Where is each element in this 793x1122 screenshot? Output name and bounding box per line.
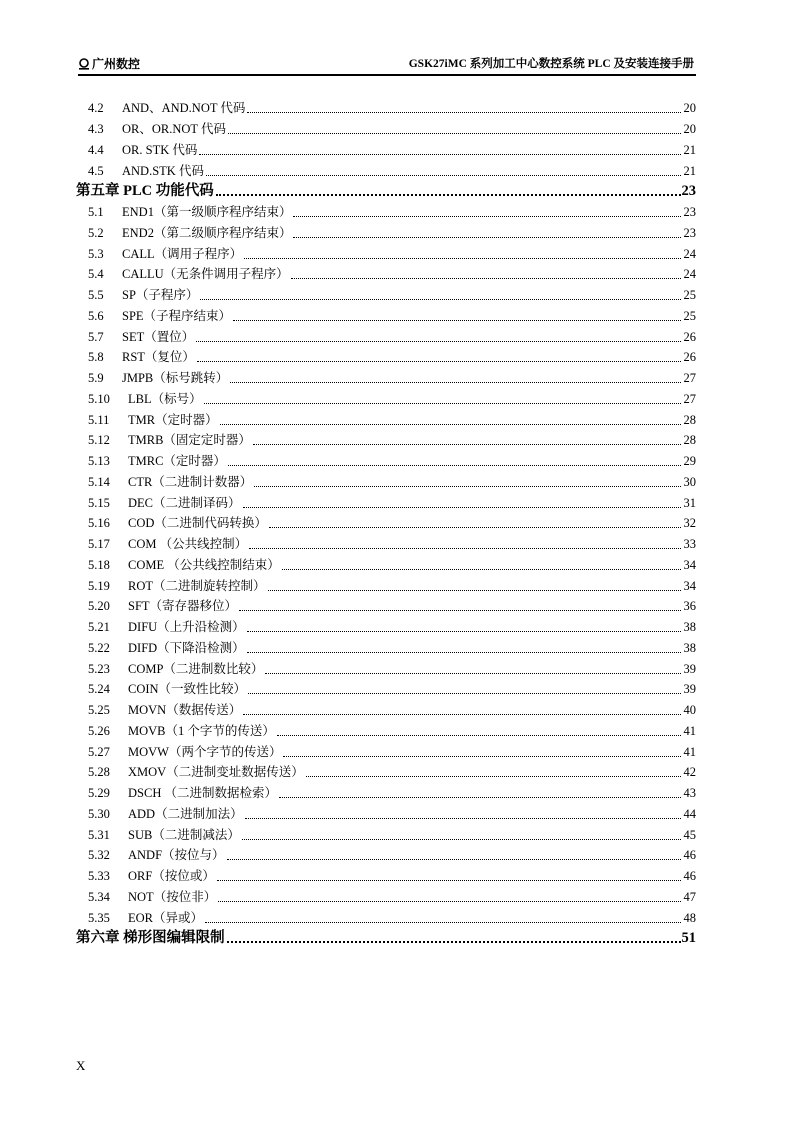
dot-leader: [293, 237, 681, 238]
toc-entry-page: 20: [683, 101, 696, 116]
dot-leader: [243, 714, 681, 715]
toc-entry-title: TMR（定时器）: [128, 412, 218, 427]
toc-entry-number: 5.2: [88, 225, 104, 240]
dot-leader: [239, 610, 681, 611]
toc-entry-title: COMP（二进制数比较）: [128, 661, 264, 676]
toc-entry[interactable]: [76, 594, 696, 615]
toc-entry[interactable]: [76, 843, 696, 864]
toc-entry[interactable]: [76, 324, 696, 345]
toc-entry[interactable]: [76, 739, 696, 760]
toc-entry-page: 41: [683, 744, 696, 759]
dot-leader: [199, 154, 681, 155]
company-logo: [78, 56, 140, 72]
toc-entry-number: 5.13: [88, 454, 110, 469]
toc-entry-title: ROT（二进制旋转控制）: [128, 578, 266, 593]
toc-entry-number: 5.5: [88, 288, 104, 303]
dot-leader: [249, 548, 681, 549]
toc-entry-title: EOR（异或）: [128, 910, 204, 925]
toc-entry-number: 5.25: [88, 703, 110, 718]
toc-entry-title: ANDF（按位与）: [128, 848, 225, 863]
toc-entry-page: 30: [683, 474, 696, 489]
toc-entry-page: 28: [683, 433, 696, 448]
dot-leader: [244, 258, 681, 259]
toc-entry-number: 4.5: [88, 163, 104, 178]
toc-entry-page: 27: [683, 391, 696, 406]
toc-entry-page: 38: [683, 640, 696, 655]
toc-entry-page: 39: [683, 682, 696, 697]
toc-entry-title: COM （公共线控制）: [128, 537, 248, 552]
toc-entry-title: END1（第一级顺序程序结束）: [122, 205, 292, 220]
gsk-logo-icon: [78, 58, 90, 70]
toc-entry-title: DEC（二进制译码）: [128, 495, 241, 510]
toc-entry[interactable]: [76, 407, 696, 428]
toc-entry-title: AND、AND.NOT 代码: [122, 101, 246, 116]
page-header: [78, 56, 696, 76]
toc-entry[interactable]: [76, 199, 696, 220]
toc-entry[interactable]: [76, 365, 696, 386]
toc-entry-number: 5.33: [88, 869, 110, 884]
toc-entry-page: 26: [683, 350, 696, 365]
toc-entry-page: 21: [683, 163, 696, 178]
toc-entry-page: 51: [681, 929, 696, 946]
dot-leader: [228, 133, 681, 134]
toc-entry[interactable]: [76, 531, 696, 552]
toc-entry-title: TMRB（固定定时器）: [128, 433, 251, 448]
toc-entry[interactable]: [76, 635, 696, 656]
toc-entry[interactable]: [76, 345, 696, 366]
toc-entry-title: COME （公共线控制结束）: [128, 557, 280, 572]
dot-leader: [293, 216, 681, 217]
dot-leader: [218, 901, 681, 902]
toc-entry-number: 5.6: [88, 308, 104, 323]
toc-entry-title: NOT（按位非）: [128, 889, 217, 904]
toc-entry-number: 5.32: [88, 848, 110, 863]
toc-entry-page: 44: [683, 806, 696, 821]
toc-entry[interactable]: [76, 490, 696, 511]
toc-entry-number: 5.19: [88, 578, 110, 593]
toc-entry-title: RST（复位）: [122, 350, 195, 365]
dot-leader: [206, 175, 681, 176]
toc-entry-page: 24: [683, 267, 696, 282]
toc-entry-number: 5.7: [88, 329, 104, 344]
toc-entry-title: 第五章 PLC 功能代码: [76, 182, 214, 199]
toc-entry-page: 24: [683, 246, 696, 261]
dot-leader: [291, 278, 681, 279]
toc-entry-title: END2（第二级顺序程序结束）: [122, 225, 292, 240]
toc-entry-page: 31: [683, 495, 696, 510]
toc-entry-number: 5.10: [88, 391, 110, 406]
toc-entry-number: 5.1: [88, 205, 104, 220]
toc-entry[interactable]: [76, 801, 696, 822]
toc-entry-number: 4.4: [88, 142, 104, 157]
dot-leader: [227, 941, 681, 943]
dot-leader: [205, 922, 681, 923]
dot-leader: [204, 403, 681, 404]
toc-entry-number: 5.16: [88, 516, 110, 531]
toc-entry-title: SET（置位）: [122, 329, 195, 344]
toc-entry-number: 5.15: [88, 495, 110, 510]
toc-entry-page: 33: [683, 537, 696, 552]
toc-entry-page: 23: [681, 182, 696, 199]
toc-entry-number: 5.35: [88, 910, 110, 925]
toc-entry-number: 4.2: [88, 101, 104, 116]
dot-leader: [265, 673, 681, 674]
dot-leader: [254, 486, 681, 487]
toc-entry-title: JMPB（标号跳转）: [122, 371, 229, 386]
toc-entry[interactable]: [76, 884, 696, 905]
dot-leader: [220, 424, 681, 425]
toc-entry-number: 5.8: [88, 350, 104, 365]
toc-entry-title: SFT（寄存器移位）: [128, 599, 238, 614]
toc-entry-title: CTR（二进制计数器）: [128, 474, 253, 489]
toc-entry-page: 32: [683, 516, 696, 531]
toc-entry-title: OR、OR.NOT 代码: [122, 122, 226, 137]
toc-entry-title: SPE（子程序结束）: [122, 308, 232, 323]
dot-leader: [247, 631, 681, 632]
toc-entry-number: 5.29: [88, 786, 110, 801]
toc-entry-page: 34: [683, 578, 696, 593]
dot-leader: [233, 320, 681, 321]
dot-leader: [243, 507, 681, 508]
toc-entry[interactable]: [76, 262, 696, 283]
toc-entry[interactable]: [76, 573, 696, 594]
toc-entry-page: 46: [683, 848, 696, 863]
toc-entry-number: 5.14: [88, 474, 110, 489]
toc-entry-title: DSCH （二进制数据检索）: [128, 786, 277, 801]
dot-leader: [306, 776, 681, 777]
toc-entry-page: 47: [683, 889, 696, 904]
toc-entry[interactable]: [76, 511, 696, 532]
toc-entry-number: 5.20: [88, 599, 110, 614]
toc-entry[interactable]: [76, 905, 696, 926]
toc-entry-page: 43: [683, 786, 696, 801]
toc-entry-number: 5.11: [88, 412, 110, 427]
toc-entry-page: 34: [683, 557, 696, 572]
manual-title: GSK27iMC 系列加工中心数控系统 PLC 及安装连接手册: [408, 58, 694, 70]
logo-text: 广州数控: [92, 57, 141, 71]
toc-entry-number: 5.27: [88, 744, 110, 759]
toc-entry[interactable]: [76, 303, 696, 324]
toc-entry-number: 5.24: [88, 682, 110, 697]
toc-entry[interactable]: [76, 282, 696, 303]
toc-entry-title: SUB（二进制减法）: [128, 827, 240, 842]
toc-entry-page: 36: [683, 599, 696, 614]
dot-leader: [279, 797, 681, 798]
toc-entry[interactable]: [76, 137, 696, 158]
toc-entry-page: 41: [683, 723, 696, 738]
toc-entry-title: LBL（标号）: [128, 391, 202, 406]
dot-leader: [227, 859, 681, 860]
dot-leader: [245, 818, 681, 819]
toc-entry-number: 5.22: [88, 640, 110, 655]
toc-entry-title: DIFU（上升沿检测）: [128, 620, 245, 635]
toc-entry[interactable]: [76, 718, 696, 739]
toc-entry-page: 48: [683, 910, 696, 925]
toc-entry-title: MOVN（数据传送）: [128, 703, 242, 718]
dot-leader: [248, 693, 681, 694]
toc-entry[interactable]: [76, 863, 696, 884]
toc-entry-title: DIFD（下降沿检测）: [128, 640, 245, 655]
dot-leader: [282, 569, 681, 570]
toc-entry[interactable]: [76, 656, 696, 677]
toc-entry-number: 4.3: [88, 122, 104, 137]
toc-entry-title: CALLU（无条件调用子程序）: [122, 267, 289, 282]
toc-entry-page: 45: [683, 827, 696, 842]
toc-entry-page: 29: [683, 454, 696, 469]
toc-entry-title: MOVW（两个字节的传送）: [128, 744, 282, 759]
toc-entry-page: 42: [683, 765, 696, 780]
toc-entry[interactable]: [76, 158, 696, 179]
dot-leader: [247, 652, 681, 653]
toc-entry-page: 23: [683, 205, 696, 220]
toc-entry[interactable]: [76, 760, 696, 781]
dot-leader: [197, 361, 681, 362]
toc-entry[interactable]: [76, 386, 696, 407]
toc-entry-number: 5.12: [88, 433, 110, 448]
toc-entry[interactable]: [76, 780, 696, 801]
toc-entry-page: 38: [683, 620, 696, 635]
toc-entry-page: 23: [683, 225, 696, 240]
toc-entry-page: 46: [683, 869, 696, 884]
toc-entry[interactable]: [76, 428, 696, 449]
toc-entry[interactable]: [76, 241, 696, 262]
dot-leader: [200, 299, 681, 300]
toc-entry-title: TMRC（定时器）: [128, 454, 226, 469]
toc-entry-number: 5.28: [88, 765, 110, 780]
toc-entry-page: 25: [683, 288, 696, 303]
dot-leader: [217, 880, 681, 881]
toc-entry-title: MOVB（1 个字节的传送）: [128, 723, 275, 738]
toc-entry-page: 28: [683, 412, 696, 427]
toc-entry-title: 第六章 梯形图编辑限制: [76, 929, 225, 946]
toc-entry[interactable]: [76, 469, 696, 490]
dot-leader: [216, 194, 681, 196]
toc-entry-number: 5.26: [88, 723, 110, 738]
toc-entry-title: COIN（一致性比较）: [128, 682, 247, 697]
toc-entry-title: OR. STK 代码: [122, 142, 198, 157]
toc-entry[interactable]: [76, 96, 696, 117]
toc-entry-page: 25: [683, 308, 696, 323]
toc-entry-page: 21: [683, 142, 696, 157]
toc-entry[interactable]: [76, 448, 696, 469]
toc-entry-number: 5.23: [88, 661, 110, 676]
toc-entry[interactable]: [76, 552, 696, 573]
dot-leader: [230, 382, 681, 383]
toc-entry-number: 5.3: [88, 246, 104, 261]
toc-entry-number: 5.31: [88, 827, 110, 842]
dot-leader: [277, 735, 681, 736]
dot-leader: [228, 465, 681, 466]
toc-entry[interactable]: [76, 614, 696, 635]
toc-entry-title: ADD（二进制加法）: [128, 806, 243, 821]
dot-leader: [253, 444, 681, 445]
toc-entry-number: 5.21: [88, 620, 110, 635]
toc-entry-number: 5.17: [88, 537, 110, 552]
dot-leader: [269, 527, 681, 528]
toc-entry[interactable]: [76, 677, 696, 698]
toc-entry[interactable]: [76, 116, 696, 137]
toc-entry-number: 5.9: [88, 371, 104, 386]
dot-leader: [247, 112, 681, 113]
dot-leader: [268, 590, 681, 591]
toc-entry-page: 39: [683, 661, 696, 676]
toc-chapter-entry[interactable]: [76, 178, 696, 200]
toc-entry[interactable]: [76, 822, 696, 843]
page-number: X: [76, 1058, 86, 1073]
toc-entry-title: COD（二进制代码转换）: [128, 516, 267, 531]
toc-entry-page: 26: [683, 329, 696, 344]
toc-entry-page: 40: [683, 703, 696, 718]
toc-entry[interactable]: [76, 697, 696, 718]
dot-leader: [242, 839, 681, 840]
toc-entry-page: 20: [683, 122, 696, 137]
toc-entry-page: 27: [683, 371, 696, 386]
toc-entry-title: ORF（按位或）: [128, 869, 215, 884]
toc-entry-number: 5.30: [88, 806, 110, 821]
toc-entry-title: AND.STK 代码: [122, 163, 204, 178]
dot-leader: [283, 756, 681, 757]
toc-entry[interactable]: [76, 220, 696, 241]
toc-chapter-entry[interactable]: [76, 925, 696, 947]
toc-entry-number: 5.4: [88, 267, 104, 282]
toc-entry-title: CALL（调用子程序）: [122, 246, 243, 261]
toc-entry-number: 5.18: [88, 557, 110, 572]
toc-entry-number: 5.34: [88, 889, 110, 904]
toc-entry-title: XMOV（二进制变址数据传送）: [128, 765, 304, 780]
dot-leader: [196, 341, 681, 342]
toc-entry-title: SP（子程序）: [122, 288, 199, 303]
